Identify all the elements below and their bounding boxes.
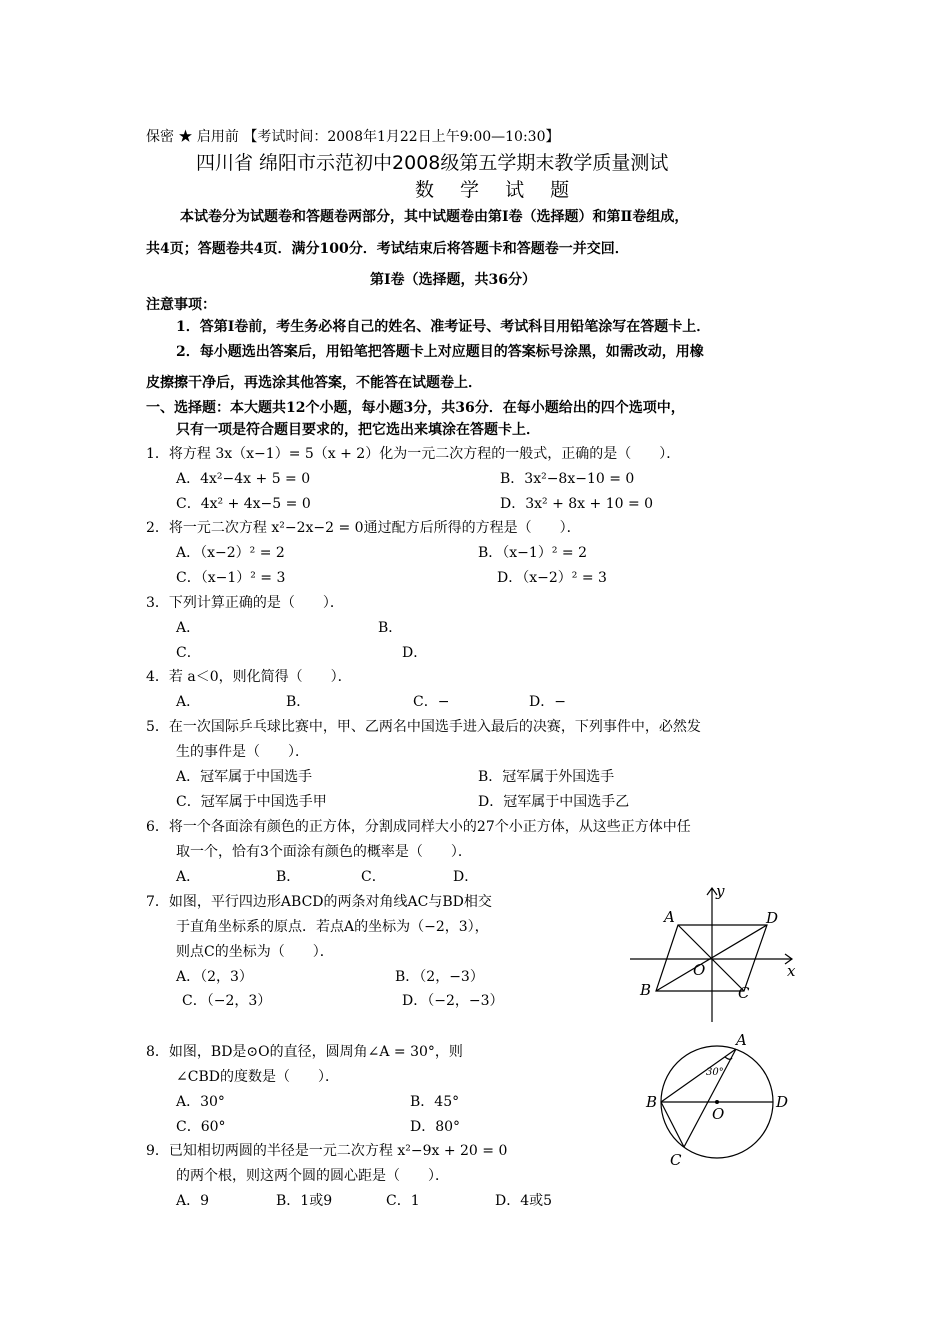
q5-option-a: A．冠军属于中国选手 [176,769,313,785]
q8-center-dot [715,1100,719,1104]
section-heading: 第Ⅰ卷（选择题，共36分） [370,272,537,288]
exam-subtitle: 数 学 试 题 [415,179,580,201]
q5-option-d: D．冠军属于中国选手乙 [478,794,630,810]
q7-label-c: C [738,984,750,1002]
q6-stem-2: 取一个，恰有3个面涂有颜色的概率是（ ）． [176,844,472,860]
intro-line-2: 共4页；答题卷共4页．满分100分．考试结束后将答题卡和答题卷一并交回． [146,241,629,257]
q1-stem: 1．将方程 3x（x−1）= 5（x + 2）化为一元二次方程的一般式，正确的是（ ）． [146,446,681,462]
q8-label-o: O [712,1105,725,1123]
q4-option-b: B． [286,694,311,710]
intro-line-1: 本试卷分为试题卷和答题卷两部分，其中试题卷由第Ⅰ卷（选择题）和第Ⅱ卷组成， [180,209,689,225]
q7-stem-1: 7．如图，平行四边形ABCD的两条对角线AC与BD相交 [146,894,492,910]
q9-stem-1: 9．已知相切两圆的半径是一元二次方程 x²−9x + 20 = 0 [146,1143,508,1159]
q8-label-a: A [736,1031,747,1049]
q8-chord-bc [661,1102,684,1147]
q1-option-c: C．4x² + 4x−5 = 0 [176,496,311,512]
q2-stem: 2．将一元二次方程 x²−2x−2 = 0通过配方后所得的方程是（ ）． [146,520,581,536]
q9-option-d: D．4或5 [495,1193,553,1209]
q7-parallelogram-figure [620,880,810,1025]
q3-option-c: C． [176,645,201,661]
q8-angle-label: 30° [706,1067,724,1078]
q9-option-b: B．1或9 [276,1193,333,1209]
q7-option-c: C．（−2，3） [182,993,272,1009]
confidential-line: 保密 ★ 启用前 【考试时间：2008年1月22日上午9:00—10:30】 [146,129,560,145]
q6-option-d: D． [453,869,479,885]
q2-option-d: D．（x−2）² = 3 [497,570,607,586]
q8-option-d: D．80° [410,1119,461,1135]
part1-line-1: 一、选择题：本大题共12个小题，每小题3分，共36分．在每小题给出的四个选项中， [146,400,685,416]
q7-label-b: B [640,981,652,999]
q1-option-d: D．3x² + 8x + 10 = 0 [500,496,654,512]
q7-option-a: A．（2，3） [176,969,253,985]
note-2a: 2．每小题选出答案后，用铅笔把答题卡上对应题目的答案标号涂黑，如需改动，用橡 [176,344,704,360]
q6-stem-1: 6．将一个各面涂有颜色的正方体，分割成同样大小的27个小正方体，从这些正方体中任 [146,819,691,835]
q9-option-a: A．9 [176,1193,210,1209]
q9-option-c: C．1 [386,1193,420,1209]
q8-label-c: C [670,1151,682,1169]
q7-label-d: D [766,909,779,927]
q7-stem-3: 则点C的坐标为（ ）． [176,944,334,960]
q4-option-a: A． [176,694,201,710]
q5-stem-2: 生的事件是（ ）． [176,744,309,760]
q8-label-b: B [646,1093,658,1111]
part1-line-2: 只有一项是符合题目要求的，把它选出来填涂在答题卡上． [176,422,540,438]
q8-circle-figure [630,1025,805,1175]
note-1: 1．答第Ⅰ卷前，考生务必将自己的姓名、准考证号、考试科目用铅笔涂写在答题卡上． [176,319,711,335]
q2-option-c: C．（x−1）² = 3 [176,570,286,586]
q8-chord-ab [661,1049,736,1102]
q8-option-c: C．60° [176,1119,226,1135]
q7-label-a: A [664,908,675,926]
q1-option-b: B．3x²−8x−10 = 0 [500,471,635,487]
q3-option-a: A． [176,620,201,636]
q7-label-y: y [716,882,725,900]
q3-stem: 3．下列计算正确的是（ ）． [146,595,344,611]
q8-stem-1: 8．如图，BD是⊙O的直径，圆周角∠A = 30°，则 [146,1044,463,1060]
q7-label-o: O [693,961,706,979]
q8-label-d: D [776,1093,789,1111]
q2-option-b: B．（x−1）² = 2 [478,545,587,561]
exam-title: 四川省 绵阳市示范初中2008级第五学期末教学质量测试 [196,152,669,174]
note-2b: 皮擦擦干净后，再选涂其他答案，不能答在试题卷上． [146,375,482,391]
q5-option-b: B．冠军属于外国选手 [478,769,615,785]
q5-option-c: C．冠军属于中国选手甲 [176,794,327,810]
q9-stem-2: 的两个根，则这两个圆的圆心距是（ ）． [176,1168,449,1184]
q7-stem-2: 于直角坐标系的原点．若点A的坐标为（−2，3）， [176,919,489,935]
q7-option-d: D．（−2，−3） [402,993,504,1009]
q5-stem-1: 5．在一次国际乒乓球比赛中，甲、乙两名中国选手进入最后的决赛，下列事件中，必然发 [146,719,701,735]
q4-option-c: C．− [413,694,450,710]
q2-option-a: A．（x−2）² = 2 [176,545,285,561]
q4-stem: 4．若 a＜0，则化简得（ ）． [146,669,352,685]
notes-heading: 注意事项： [146,297,216,313]
q8-chord-ac [684,1049,736,1147]
q8-option-a: A．30° [176,1094,225,1110]
q8-option-b: B．45° [410,1094,460,1110]
q3-option-b: B． [378,620,403,636]
q1-option-a: A．4x²−4x + 5 = 0 [176,471,311,487]
q6-option-a: A． [176,869,201,885]
q8-stem-2: ∠CBD的度数是（ ）． [176,1069,339,1085]
q7-option-b: B．（2，−3） [395,969,484,985]
q3-option-d: D． [402,645,428,661]
q7-label-x: x [787,962,796,980]
q6-option-c: C． [361,869,386,885]
q6-option-b: B． [276,869,301,885]
q4-option-d: D．− [529,694,566,710]
